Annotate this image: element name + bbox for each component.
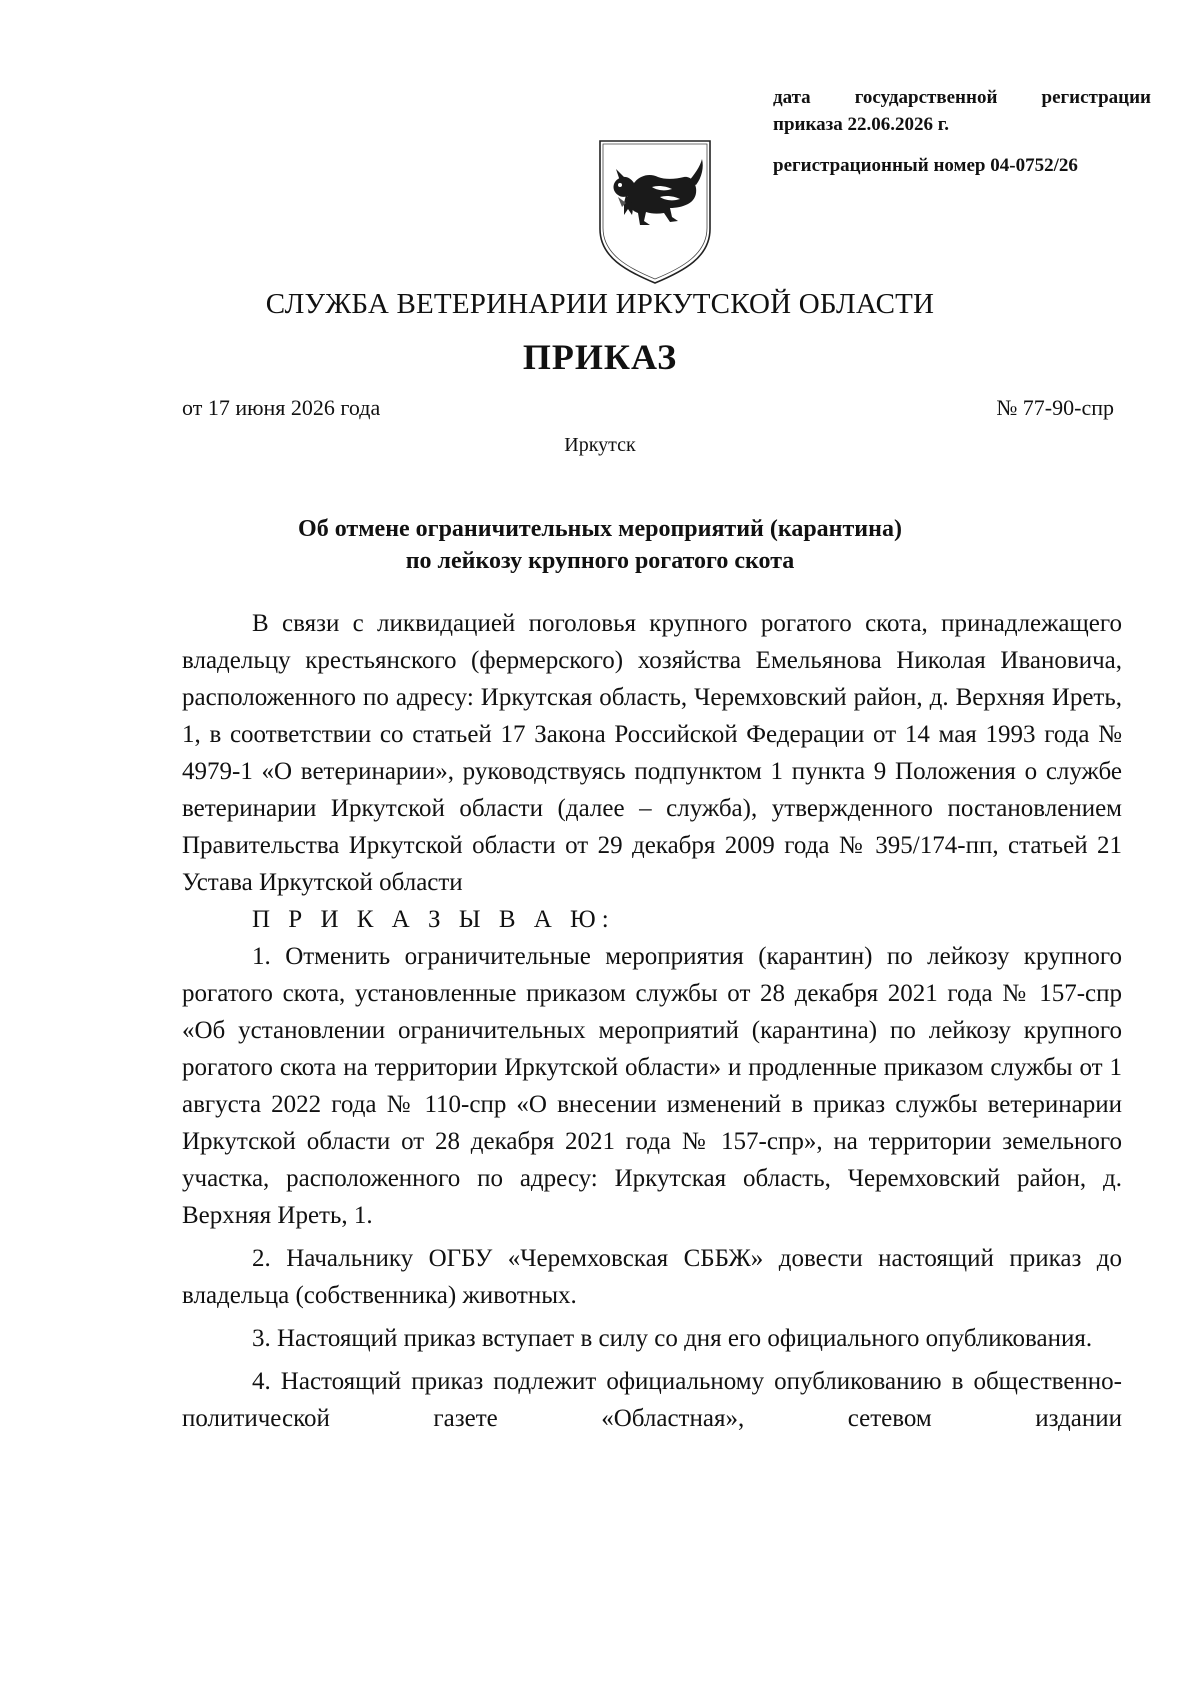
- order-number: № 77-90-спр: [996, 395, 1114, 420]
- coat-of-arms-icon: [596, 137, 716, 287]
- registration-word-1: дата: [773, 87, 811, 108]
- order-title-line-2: по лейкозу крупного рогатого скота: [405, 548, 795, 574]
- order-item-2: 2. Начальнику ОГБУ «Черемховская СББЖ» довести настоящий приказ до владельца (собственника) животных.: [182, 1245, 1122, 1309]
- registration-stamp: [773, 84, 1151, 179]
- registration-number: регистрационный номер 04-0752/26: [773, 155, 1078, 176]
- agency-name: СЛУЖБА ВЕТЕРИНАРИИ ИРКУТСКОЙ ОБЛАСТИ: [265, 288, 935, 320]
- order-title-line-1: Об отмене ограничительных мероприятий (карантина): [298, 516, 902, 542]
- order-item-1: 1. Отменить ограничительные мероприятия (карантин) по лейкозу крупного рогатого скота, установленные приказом службы от 28 декабря 2021 года № 157-спр «Об установлении ограничительных мероприятий (карантина) по лейкозу крупного рогатого скота на территории Иркутской области» и продленные приказом службы от 1 августа 2022 года № 110-спр «О внесении изменений в приказ службы ветеринарии Иркутской области от 28 декабря 2021 года № 157-спр», на территории земельного участка, расположенного по адресу: Иркутская область, Черемховский район, д. Верхняя Иреть, 1.: [182, 943, 1122, 1229]
- registration-date-line: [773, 84, 1151, 111]
- registration-date: приказа 22.06.2026 г.: [773, 114, 949, 135]
- order-body: [182, 605, 1122, 1437]
- registration-word-2: государственной: [854, 87, 998, 108]
- order-city: Иркутск: [564, 434, 636, 456]
- document-type: ПРИКАЗ: [522, 337, 678, 377]
- registration-word-3: регистрации: [1041, 87, 1151, 108]
- order-item-3: 3. Настоящий приказ вступает в силу со дня его официального опубликования.: [252, 1325, 1093, 1352]
- order-directive: П Р И К А З Ы В А Ю:: [252, 906, 615, 933]
- order-title: [0, 513, 1200, 577]
- order-date: от 17 июня 2026 года: [182, 395, 381, 420]
- preamble-paragraph: В связи с ликвидацией поголовья крупного рогатого скота, принадлежащего владельцу крестьянского (фермерского) хозяйства Емельянова Николая Ивановича, расположенного по адресу: Иркутская область, Черемховский район, д. Верхняя Иреть, 1, в соответствии со статьей 17 Закона Российской Федерации от 14 мая 1993 года № 4979-1 «О ветеринарии», руководствуясь подпунктом 1 пункта 9 Положения о службе ветеринарии Иркутской области (далее – служба), утвержденного постановлением Правительства Иркутской области от 29 декабря 2009 года № 395/174-пп, статьей 21 Устава Иркутской области: [182, 610, 1122, 896]
- order-item-4: 4. Настоящий приказ подлежит официальному опубликованию в общественно-политической газете «Областная», сетевом издании: [182, 1368, 1122, 1432]
